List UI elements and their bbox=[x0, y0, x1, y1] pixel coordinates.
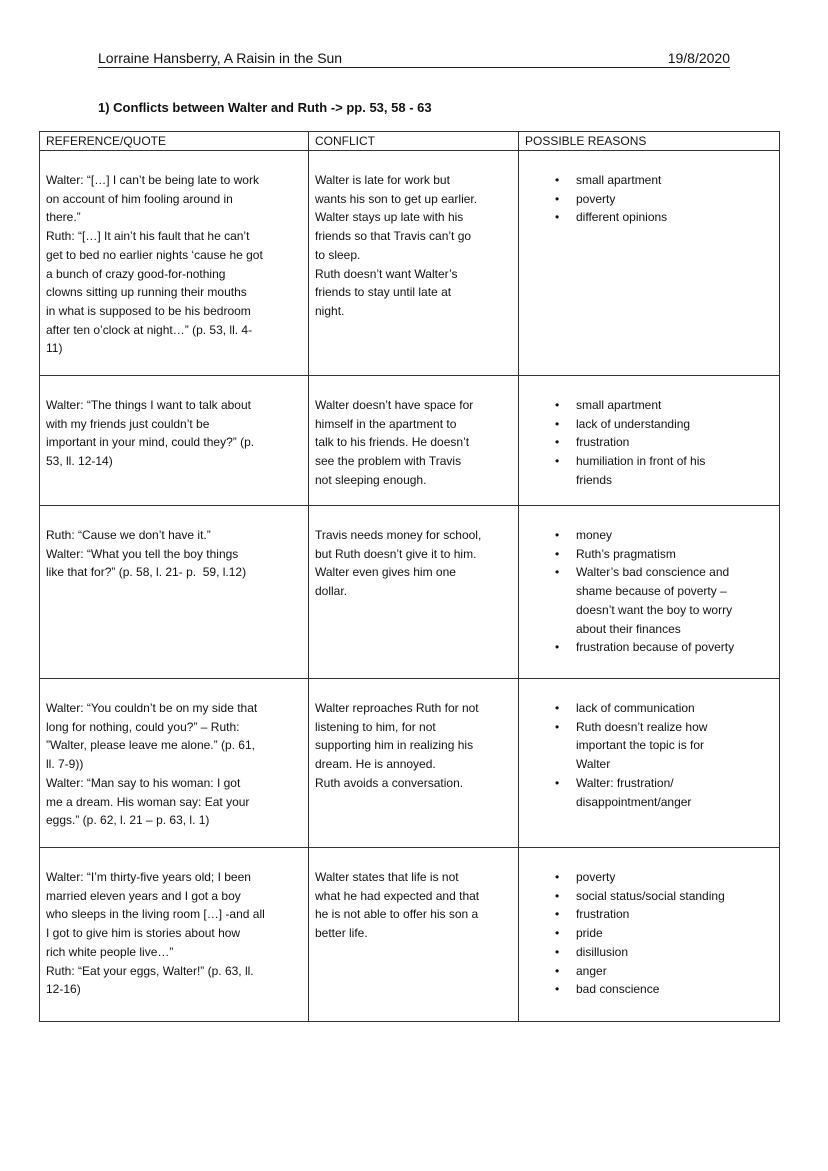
conflicts-table bbox=[39, 131, 780, 1022]
quote-cell bbox=[40, 679, 309, 848]
reason-item: • lack of communication bbox=[525, 699, 773, 718]
reasons-list bbox=[525, 151, 773, 227]
conflict-text: Walter states that life is not what he had expected and that he is not able to offer his son a better life. bbox=[315, 870, 480, 941]
reasons-cell bbox=[519, 376, 780, 506]
conflict-cell bbox=[309, 506, 519, 679]
reason-item: • frustration bbox=[525, 433, 773, 452]
conflict-cell bbox=[309, 376, 519, 506]
reasons-cell bbox=[519, 151, 780, 376]
reasons-list bbox=[525, 506, 773, 657]
column-header-conflict: CONFLICT bbox=[309, 132, 519, 151]
conflict-text: Walter reproaches Ruth for not listening to him, for not supporting him in realizing his dream. He is annoyed. Ruth avoids a conversation. bbox=[315, 701, 479, 790]
section-title: 1) Conflicts between Walter and Ruth -> pp. 53, 58 - 63 bbox=[98, 100, 432, 115]
reasons-list bbox=[525, 679, 773, 811]
reason-item: • Walter’s bad conscience and shame because of poverty – doesn’t want the boy to worry about their finances bbox=[525, 563, 773, 638]
reasons-cell bbox=[519, 848, 780, 1022]
conflict-text: Walter is late for work but wants his son to get up earlier. Walter stays up late with his friends so that Travis can’t go to sleep. Ruth doesn’t want Walter’s friends to stay until late at night. bbox=[315, 173, 478, 318]
reason-item: • poverty bbox=[525, 190, 773, 209]
table-row bbox=[40, 679, 780, 848]
reason-item: • Walter: frustration/ disappointment/anger bbox=[525, 774, 773, 811]
reason-item: • bad conscience bbox=[525, 980, 773, 999]
reason-item: • humiliation in front of his friends bbox=[525, 452, 773, 489]
table-header-row bbox=[40, 132, 780, 151]
quote-text: Walter: “I’m thirty-five years old; I been married eleven years and I got a boy who sleeps in the living room […] -and all I got to give him is stories about how rich white people live…” Ruth: “Eat your eggs, Walter!” (p. 63, ll. 12-16) bbox=[46, 870, 265, 997]
reason-item: • Ruth doesn’t realize how important the topic is for Walter bbox=[525, 718, 773, 774]
quote-text: Walter: “The things I want to talk about with my friends just couldn’t be important in your mind, could they?” (p. 53, ll. 12-14) bbox=[46, 398, 255, 469]
reason-item: • anger bbox=[525, 962, 773, 981]
reasons-cell bbox=[519, 679, 780, 848]
reason-item: • lack of understanding bbox=[525, 415, 773, 434]
reason-item: • frustration because of poverty bbox=[525, 638, 773, 657]
reason-item: • different opinions bbox=[525, 208, 773, 227]
quote-text: Walter: “You couldn’t be on my side that long for nothing, could you?” – Ruth: ”Walter, please leave me alone.” (p. 61, ll. 7-9)) Walter: “Man say to his woman: I got me a dream. His woman say: Eat your eggs.” (p. 62, l. 21 – p. 63, l. 1) bbox=[46, 701, 258, 828]
conflict-text: Travis needs money for school, but Ruth doesn’t give it to him. Walter even gives him one dollar. bbox=[315, 528, 482, 599]
reason-item: • disillusion bbox=[525, 943, 773, 962]
table-row bbox=[40, 848, 780, 1022]
table-row bbox=[40, 376, 780, 506]
reason-item: • social status/social standing bbox=[525, 887, 773, 906]
document-title: Lorraine Hansberry, A Raisin in the Sun bbox=[98, 50, 343, 66]
conflict-cell bbox=[309, 679, 519, 848]
quote-cell bbox=[40, 506, 309, 679]
reason-item: • frustration bbox=[525, 905, 773, 924]
quote-text: Walter: “[…] I can’t be being late to work on account of him fooling around in there.” Ruth: “[…] It ain’t his fault that he can’t get to bed no earlier nights ‘cause he got a bunch of crazy good-for-nothing clowns sitting up running their mouths in what is supposed to be his bedroom after ten o’clock at night…” (p. 53, ll. 4- 11) bbox=[46, 173, 263, 356]
reason-item: • pride bbox=[525, 924, 773, 943]
document-date: 19/8/2020 bbox=[667, 50, 730, 66]
reason-item: • money bbox=[525, 526, 773, 545]
conflict-cell bbox=[309, 848, 519, 1022]
reason-item: • poverty bbox=[525, 868, 773, 887]
table-row bbox=[40, 151, 780, 376]
reasons-cell bbox=[519, 506, 780, 679]
conflict-text: Walter doesn’t have space for himself in the apartment to talk to his friends. He doesn’t see the problem with Travis not sleeping enough. bbox=[315, 398, 474, 487]
conflict-cell bbox=[309, 151, 519, 376]
quote-text: Ruth: “Cause we don’t have it.” Walter: “What you tell the boy things like that for?” (p. 58, l. 21- p. 59, l.12) bbox=[46, 528, 247, 580]
column-header-reasons: POSSIBLE REASONS bbox=[519, 132, 780, 151]
reasons-list bbox=[525, 376, 773, 490]
document-header bbox=[98, 50, 730, 68]
column-header-quote: REFERENCE/QUOTE bbox=[40, 132, 309, 151]
reason-item: • small apartment bbox=[525, 396, 773, 415]
reason-item: • Ruth’s pragmatism bbox=[525, 545, 773, 564]
quote-cell bbox=[40, 151, 309, 376]
reason-item: • small apartment bbox=[525, 171, 773, 190]
table-row bbox=[40, 506, 780, 679]
reasons-list bbox=[525, 848, 773, 999]
quote-cell bbox=[40, 376, 309, 506]
quote-cell bbox=[40, 848, 309, 1022]
